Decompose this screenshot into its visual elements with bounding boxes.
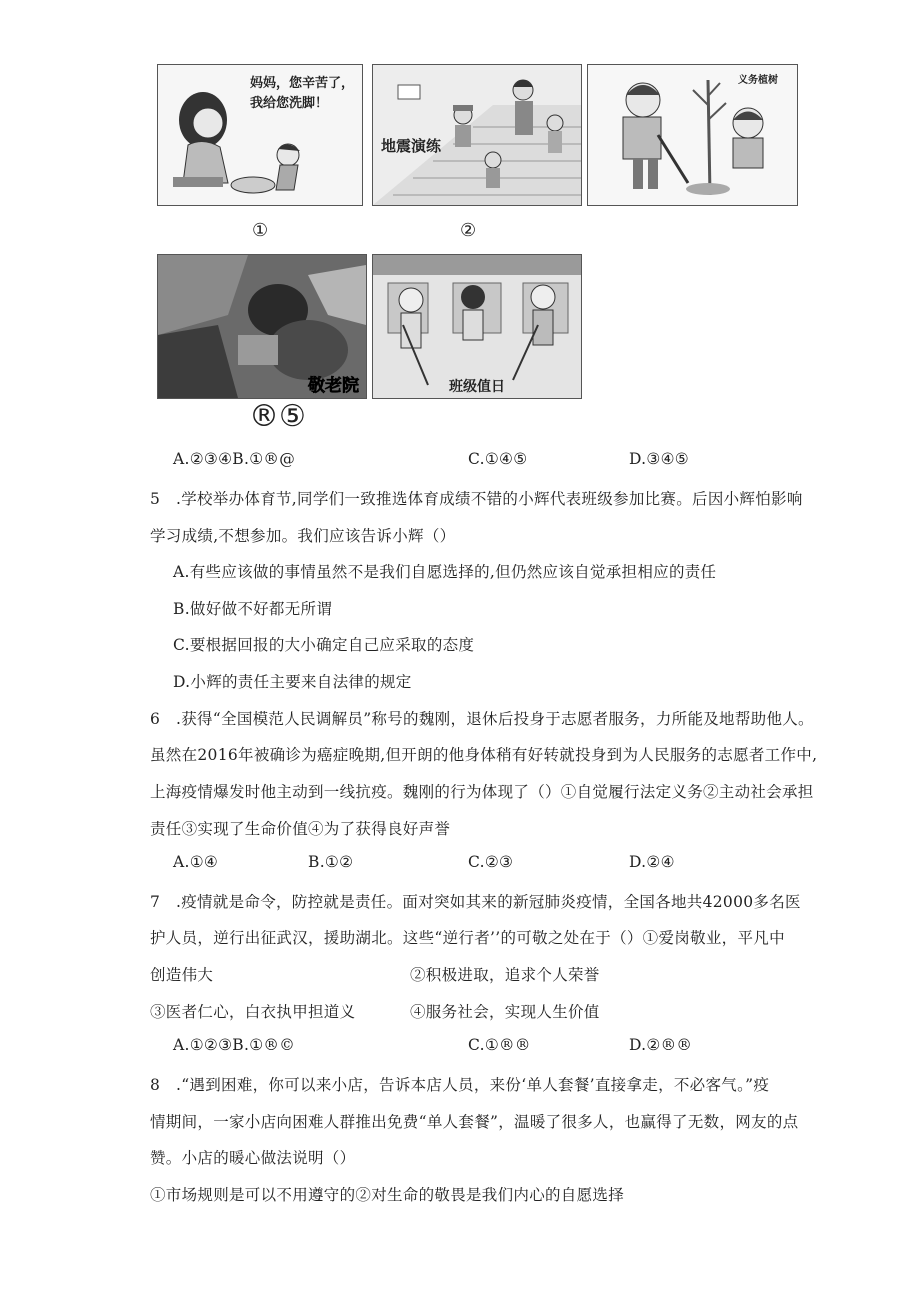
q6-stem-line2: 虽然在2016年被确诊为癌症晚期,但开朗的他身体稍有好转就投身到为人民服务的志愿者工作中, xyxy=(150,746,818,764)
q8-stem-line2: 情期间，一家小店向困难人群推出免费“单人套餐”，温暖了很多人，也赢得了无数，网友的点 xyxy=(150,1113,799,1131)
tree-planting-illustration xyxy=(588,65,797,205)
image-label-1: ① xyxy=(252,220,269,241)
image-nursing-home xyxy=(157,254,367,399)
mother-foot-wash-illustration xyxy=(158,65,362,205)
q6-stem-line4: 责任③实现了生命价值④为了获得良好声誉 xyxy=(150,820,451,838)
q4-option-ab: A.②③④B.①®@ xyxy=(173,450,296,468)
q7-item-2: ②积极进取，追求个人荣誉 xyxy=(410,966,600,984)
q4-option-d: D.③④⑤ xyxy=(629,450,689,468)
q5-stem-line2: 学习成绩,不想参加。我们应该告诉小辉（） xyxy=(150,527,456,545)
q6-option-a: A.①④ xyxy=(173,853,219,871)
q8-items-line: ①市场规则是可以不用遵守的②对生命的敬畏是我们内心的自愿选择 xyxy=(150,1186,625,1204)
q6-option-c: C.②③ xyxy=(468,853,514,871)
nursing-home-caption: 敬老院 xyxy=(308,376,359,396)
q4-option-c: C.①④⑤ xyxy=(468,450,528,468)
foot-wash-caption-line1: 妈妈，您辛苦了， xyxy=(250,76,355,91)
q7-option-c: C.①®® xyxy=(468,1036,531,1054)
q6-stem-line1: 6 .获得“全国模范人民调解员”称号的魏刚，退休后投身于志愿者服务，力所能及地帮助他人。 xyxy=(150,710,814,728)
q7-option-ab: A.①②③B.①®© xyxy=(173,1036,296,1054)
q5-option-b: B.做好做不好都无所谓 xyxy=(173,600,333,618)
q8-stem-line1: 8 .“遇到困难，你可以来小店，告诉本店人员，来份‘单人套餐’直接拿走，不必客气。”疫 xyxy=(150,1076,770,1094)
q5-option-a: A.有些应该做的事情虽然不是我们自愿选择的,但仍然应该自觉承担相应的责任 xyxy=(173,563,717,581)
image-label-5: ®⑤ xyxy=(249,399,306,434)
image-mother-foot-wash xyxy=(157,64,363,206)
q5-option-d: D.小辉的责任主要来自法律的规定 xyxy=(173,673,412,691)
q6-stem-line3: 上海疫情爆发时他主动到一线抗疫。魏刚的行为体现了（）①自觉履行法定义务②主动社会承担 xyxy=(150,783,814,801)
q6-option-d: D.②④ xyxy=(629,853,675,871)
image-label-2: ② xyxy=(460,220,477,241)
nursing-home-photo xyxy=(158,255,366,398)
q8-stem-line3: 赞。小店的暖心做法说明（） xyxy=(150,1149,356,1167)
image-class-duty xyxy=(372,254,582,399)
image-tree-planting xyxy=(587,64,798,206)
image-earthquake-drill xyxy=(372,64,582,206)
foot-wash-caption-line2: 我给您洗脚！ xyxy=(250,96,329,111)
class-duty-illustration xyxy=(373,255,581,398)
q5-option-c: C.要根据回报的大小确定自己应采取的态度 xyxy=(173,636,475,654)
q7-item-3: ③医者仁心，白衣执甲担道义 xyxy=(150,1003,356,1021)
q7-stem-line2: 护人员，逆行出征武汉，援助湖北。这些“逆行者’’的可敬之处在于（）①爱岗敬业，平凡中 xyxy=(150,929,785,947)
tree-planting-caption: 义务植树 xyxy=(738,75,778,86)
q7-item-1: 创造伟大 xyxy=(150,966,214,984)
class-duty-caption: 班级值日 xyxy=(449,379,505,395)
q7-option-d: D.②®® xyxy=(629,1036,693,1054)
q5-stem-line1: 5 .学校举办体育节,同学们一致推选体育成绩不错的小辉代表班级参加比赛。后因小辉怕影响 xyxy=(150,490,803,508)
q7-stem-line1: 7 .疫情就是命令，防控就是责任。面对突如其来的新冠肺炎疫情，全国各地共42000多名医 xyxy=(150,893,801,911)
earthquake-drill-illustration xyxy=(373,65,581,205)
earthquake-drill-caption: 地震演练 xyxy=(381,137,442,155)
q7-item-4: ④服务社会，实现人生价值 xyxy=(410,1003,600,1021)
q6-option-b: B.①② xyxy=(308,853,354,871)
